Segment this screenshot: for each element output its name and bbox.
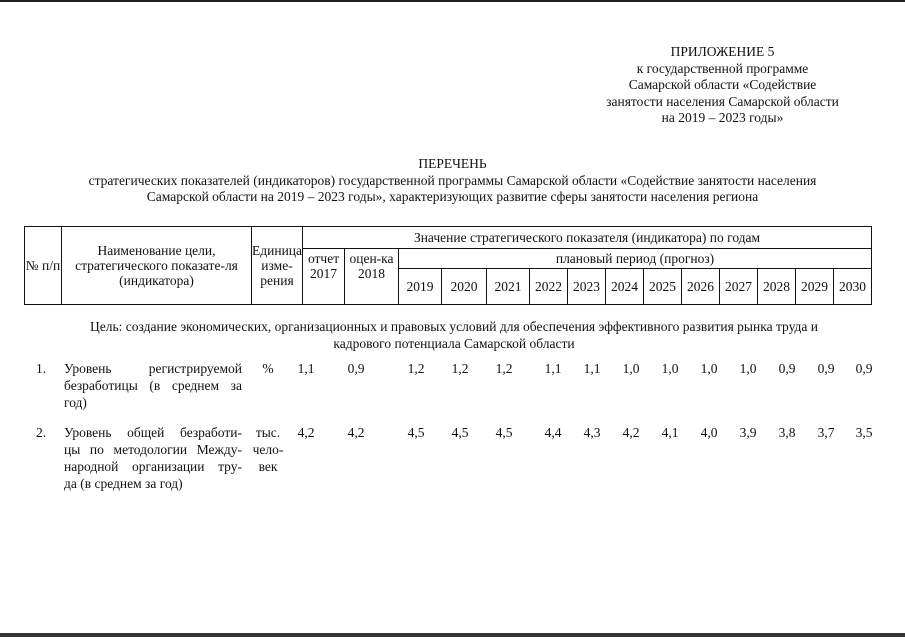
- appendix-line: на 2019 – 2023 годы»: [661, 110, 784, 125]
- header-year: 2024: [606, 269, 644, 305]
- row-unit: [248, 424, 288, 475]
- name-word: Между-: [196, 442, 242, 457]
- value-cell: 4,4: [544, 425, 562, 440]
- row-number: 1.: [35, 361, 47, 376]
- header-plan: плановый период (прогноз): [399, 249, 872, 269]
- name-line: [64, 377, 242, 394]
- header-unit: Единица изме-рения: [252, 227, 303, 305]
- goal-line-2: кадрового потенциала Самарской области: [333, 336, 575, 351]
- name-word: цы: [64, 442, 81, 457]
- value-cell: 1,2: [495, 361, 513, 376]
- value-cell: 1,0: [739, 361, 757, 376]
- unit-line: тыс.: [255, 425, 281, 440]
- row-number: 2.: [35, 425, 47, 440]
- name-word: народной: [64, 459, 119, 474]
- name-line: [64, 458, 242, 475]
- name-word: по: [89, 442, 104, 457]
- header-values: Значение стратегического показателя (индикатора) по годам: [303, 227, 872, 249]
- value-cell: 4,5: [407, 425, 425, 440]
- header-name: Наименование цели, стратегического показате-ля (индикатора): [62, 227, 252, 305]
- value-cell: 3,9: [739, 425, 757, 440]
- appendix-line: занятости населения Самарской области: [606, 93, 839, 109]
- value-cell: 1,1: [297, 361, 315, 376]
- value-cell: 4,2: [347, 425, 365, 440]
- header-report: отчет 2017: [303, 249, 345, 305]
- header-year: 2026: [682, 269, 720, 305]
- value-cell: 3,7: [817, 425, 835, 440]
- value-cell: 1,0: [622, 361, 640, 376]
- header-year: 2025: [644, 269, 682, 305]
- value-cell: 1,0: [661, 361, 679, 376]
- name-word: Уровень: [64, 361, 112, 376]
- value-cell: 4,5: [495, 425, 513, 440]
- value-cell: 1,1: [583, 361, 601, 376]
- value-cell: 4,2: [622, 425, 640, 440]
- name-word: организации: [132, 459, 205, 474]
- appendix-line: ПРИЛОЖЕНИЕ 5: [670, 44, 775, 59]
- value-cell: 0,9: [817, 361, 835, 376]
- name-word: общей: [127, 425, 165, 440]
- header-year: 2020: [442, 269, 487, 305]
- name-word: регистрируемой: [148, 361, 242, 376]
- appendix-header: [560, 44, 885, 127]
- value-cell: 0,9: [855, 361, 873, 376]
- row-indicator-name: [64, 360, 242, 411]
- value-cell: 4,3: [583, 425, 601, 440]
- title-line-2: Самарской области на 2019 – 2023 годы», характеризующих развитие сферы занятости населения региона: [146, 189, 759, 204]
- value-cell: 1,1: [544, 361, 562, 376]
- name-word: безработи-: [180, 425, 242, 440]
- name-word: за: [230, 378, 242, 393]
- header-year: 2030: [834, 269, 872, 305]
- appendix-line: к государственной программе: [636, 60, 809, 76]
- scan-top-edge: [0, 0, 905, 2]
- name-line: [64, 441, 242, 458]
- goal-line-1: Цель: создание экономических, организационных и правовых условий для обеспечения эффективного развития рынка труда и: [90, 319, 818, 334]
- header-year: 2027: [720, 269, 758, 305]
- value-cell: 3,5: [855, 425, 873, 440]
- name-word: Уровень: [64, 425, 112, 440]
- name-line: год): [64, 395, 87, 410]
- title-heading: ПЕРЕЧЕНЬ: [418, 156, 487, 171]
- row-indicator-name: [64, 424, 242, 492]
- name-line: [64, 424, 242, 441]
- indicators-table-header: [24, 226, 872, 305]
- value-cell: 4,2: [297, 425, 315, 440]
- header-year: 2022: [530, 269, 568, 305]
- name-word: (в: [149, 378, 161, 393]
- name-word: методологии: [113, 442, 188, 457]
- value-cell: 0,9: [778, 361, 796, 376]
- value-cell: 4,0: [700, 425, 718, 440]
- unit-line: %: [262, 361, 274, 376]
- name-line: да (в среднем за год): [64, 476, 183, 491]
- unit-line: чело-: [252, 442, 284, 457]
- header-year: 2028: [758, 269, 796, 305]
- header-num: № п/п: [25, 227, 62, 305]
- header-year: 2021: [487, 269, 530, 305]
- value-cell: 0,9: [347, 361, 365, 376]
- value-cell: 4,5: [451, 425, 469, 440]
- header-year: 2019: [399, 269, 442, 305]
- header-year: 2029: [796, 269, 834, 305]
- value-cell: 3,8: [778, 425, 796, 440]
- unit-line: век: [258, 459, 278, 474]
- appendix-line: Самарской области «Содействие: [628, 77, 817, 92]
- title-line-1: стратегических показателей (индикаторов) государственной программы Самарской области «Содействие занятости населения: [88, 172, 817, 188]
- header-estimate: оцен-ка 2018: [345, 249, 399, 305]
- value-cell: 1,0: [700, 361, 718, 376]
- goal-statement: [24, 318, 884, 352]
- name-word: тру-: [218, 459, 242, 474]
- document-title: [10, 156, 895, 206]
- value-cell: 1,2: [407, 361, 425, 376]
- scan-bottom-edge: [0, 633, 905, 637]
- value-cell: 1,2: [451, 361, 469, 376]
- name-word: среднем: [171, 378, 220, 393]
- name-word: безработицы: [64, 378, 138, 393]
- value-cell: 4,1: [661, 425, 679, 440]
- name-line: [64, 360, 242, 377]
- header-year: 2023: [568, 269, 606, 305]
- row-unit: [248, 360, 288, 377]
